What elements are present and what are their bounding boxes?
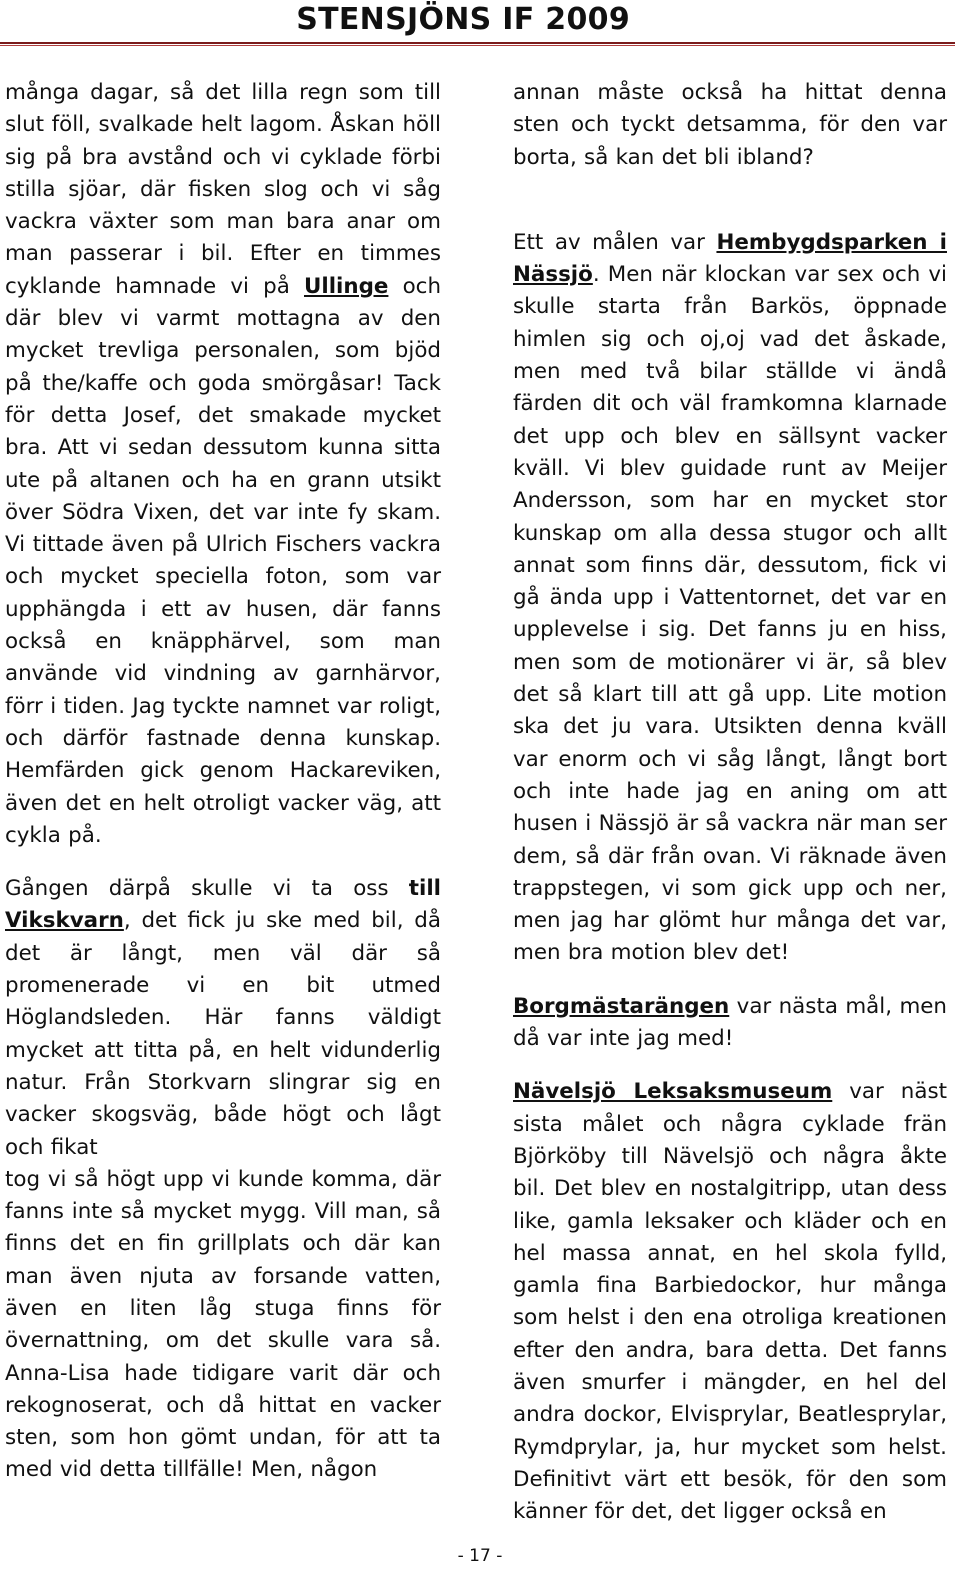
left-column (5, 77, 441, 1487)
text: Gången därpå skulle vi ta oss (5, 876, 389, 902)
text: och där blev vi varmt mottagna av den mycket trevliga personalen, som bjöd på the/kaffe och goda smörgåsar! Tack för detta Josef, det smakade mycket bra. Att vi sedan dessutom kunna sitta ute på altanen och ha en grann utsikt över Södra Vixen, det var inte fy skam. Vi tittade även på Ulrich Fischers vackra och mycket speciella foton, som var upphängda i ett av husen, där fanns också en knäpphärvel, som man använde vid vindning av garnhärvor, förr i tiden. Jag tyckte namnet var roligt, och därför fastnade denna kunskap. Hemfärden gick genom Hackareviken, även det en helt otroligt vacker väg, att cykla på. (5, 273, 441, 848)
paragraph (5, 77, 441, 852)
place-hembygdsparken: Hembygdsparken i Nässjö (513, 229, 947, 288)
paragraph (513, 227, 947, 970)
right-column (513, 77, 947, 1528)
header-rule-thin (0, 45, 955, 46)
page-header (0, 0, 960, 46)
text: Ett av målen var (513, 229, 705, 255)
text: , det fick ju ske med bil, då det är långt, men väl där så promenerade vi en bit utmed Höglandsleden. Här fanns väldigt mycket att titta på, en helt vidunderlig natur. Från Storkvarn slingrar sig en vacker skogsväg, både högt och lågt och fikat (5, 908, 441, 1160)
page-number: - 17 - (457, 1546, 503, 1566)
header-rule (0, 42, 955, 44)
place-vikskvarn: Vikskvarn (5, 908, 124, 934)
paragraph (513, 1076, 947, 1528)
page-title: STENSJÖNS IF 2009 (296, 2, 630, 37)
text: var nästa mål, men då var inte jag med! (513, 993, 947, 1052)
paragraph: annan måste också ha hittat denna sten och tyckt detsamma, för den var borta, så kan det bli ibland? (513, 80, 947, 170)
text: var näst sista målet och några cyklade frän Björköby till Nävelsjö och några åkte bil. Det blev en nostalgitripp, utan dess like, gamla leksaker och kläder och en hel massa annat, en hel skola fylld, gamla fina Barbiedockor, hur många som helst i den ena otroliga kreationen efter den andra, bara detta. Det fanns även smurfer i mängder, en hel del andra dockor, Elvisprylar, Beatlesprylar, Rymdprylar, ja, hur mycket som helst. Definitivt värt ett besök, för den som känner för det, det ligger också en (513, 1079, 948, 1525)
text: många dagar, så det lilla regn som till slut föll, svalkade helt lagom. Åskan höll sig på bra avstånd och vi cyklade förbi stilla sjöar, där fisken slog och vi såg vackra växter som man bara anar om man passerar i bil. Efter en timmes cyklande hamnade vi på (5, 80, 441, 299)
bold-till: till (408, 876, 441, 902)
place-borgmastarangen: Borgmästarängen (513, 993, 730, 1019)
place-ullinge: Ullinge (304, 273, 389, 299)
paragraph (513, 991, 947, 1056)
text: . Men när klockan var sex och vi skulle starta från Barkös, öppnade himlen sig och oj,oj vad det åskade, men med två bilar ställde vi ändå färden dit och väl framkomna klarnade det upp och blev en sällsynt vacker kväll. Vi blev guidade runt av Meijer Andersson, som har en mycket stor kunskap om alla dessa stugor och allt annat som finns där, dessutom, fick vi gå ända upp i Vattentornet, det var en upplevelse i sig. Det fanns ju en hiss, men som de motionärer vi är, så blev det så klart till att gå upp. Lite motion ska det ju vara. Utsikten denna kväll var enorm och vi såg långt, långt bort och inte hade jag en aning om att husen i Nässjö är så vackra när man ser dem, så där från ovan. Vi räknade även trappstegen, vi som gick upp och ner, men jag har glömt hur många det var, men bra motion blev det! (513, 262, 947, 966)
paragraph (5, 873, 441, 1164)
place-navelsjo-leksaksmuseum: Nävelsjö Leksaksmuseum (513, 1079, 833, 1105)
paragraph: tog vi så högt upp vi kunde komma, där fanns inte så mycket mygg. Vill man, så finns det en fin grillplats och där kan man även njuta av forsande vatten, även en liten låg stuga finns för övernattning, om det skulle vara så. Anna-Lisa hade tidigare varit där och rekognoserat, och då hittat en vacker sten, som hon gömt undan, för att ta med vid detta tillfälle! Men, någon (5, 1166, 441, 1483)
